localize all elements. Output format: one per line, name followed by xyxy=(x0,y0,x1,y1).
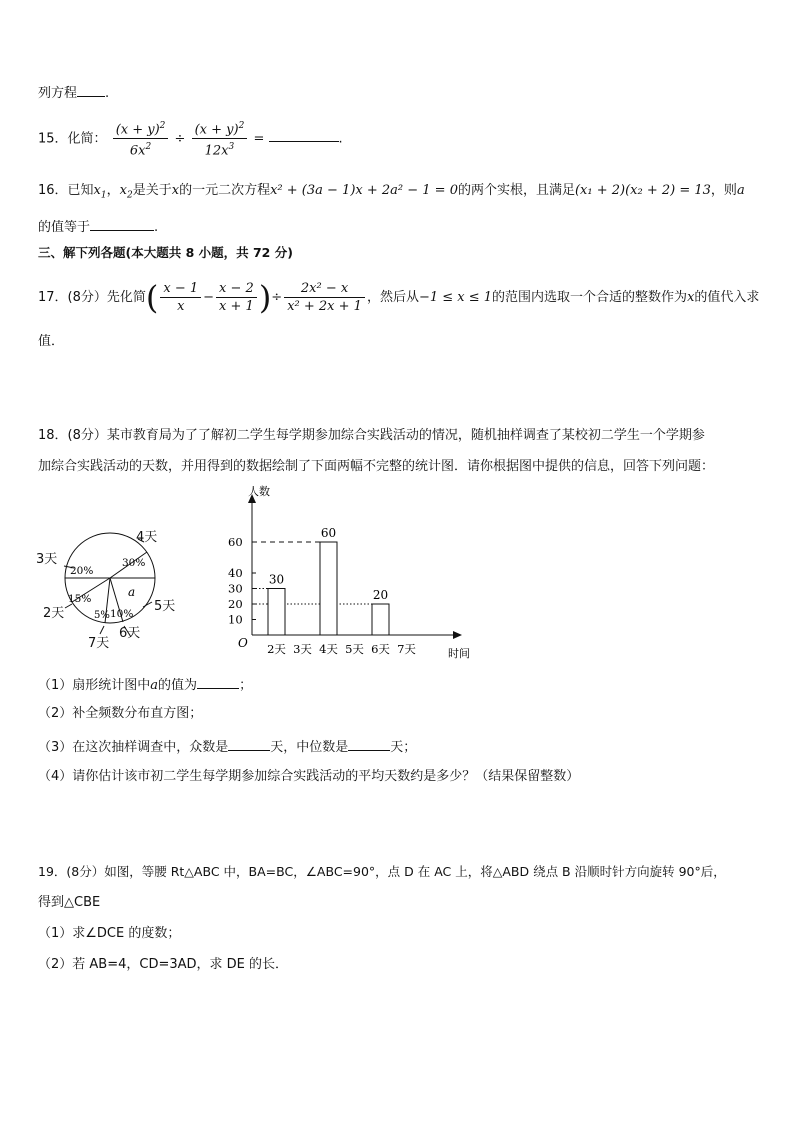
y-tick-label: 30 xyxy=(228,581,243,596)
section-3-heading: 三、解下列各题(本大题共 8 小题，共 72 分) xyxy=(38,245,293,260)
pie-pct-7days: 5% xyxy=(94,610,110,621)
q14-answer-blank[interactable] xyxy=(77,84,105,97)
y-tick-label: 10 xyxy=(228,612,243,627)
x-tick-label: 3天 xyxy=(293,642,312,656)
y-tick-label: 40 xyxy=(228,566,243,580)
q15-fraction-2: $\frac{(x + y)^2}{12x^3}$ xyxy=(192,118,248,160)
q19-sub2: （2）若 AB=4，CD=3AD，求 DE 的长． xyxy=(38,957,289,972)
q18-sub1: （1）扇形统计图中a的值为 ； xyxy=(38,678,253,693)
pie-pct-5days-a: a xyxy=(128,585,136,599)
x-tick-label: 6天 xyxy=(371,642,390,656)
pie-label-5days: 5天 xyxy=(154,599,176,614)
q16-line2: 的值等于 . xyxy=(38,220,159,235)
pie-label-4days: 4天 xyxy=(136,530,158,545)
q16-equation: x² + (3a − 1)x + 2a² − 1 = 0 xyxy=(270,183,458,198)
y-tick-label: 20 xyxy=(228,597,243,611)
q18-mode-blank[interactable] xyxy=(228,738,270,751)
x-tick-label: 4天 xyxy=(319,642,338,656)
q17-line1: 17．(8分）先化简( $\frac{x - 1}{x}$ − $\frac{x - 2}{x + 1}$ )÷ $\frac{\text{2x² − x}}{\text{x² + 2x + 1}}$ ，然后从−1 ≤ x ≤ 1的范围内选取一个合适的整数作为x的值代入求 xyxy=(38,278,760,317)
x-tick-label: 7天 xyxy=(397,642,416,656)
q18-median-blank[interactable] xyxy=(348,738,390,751)
pie-pct-4days: 30% xyxy=(122,557,146,569)
bar-chart xyxy=(222,482,482,662)
q14-tail: 列方程 . xyxy=(38,86,110,101)
q18-line2: 加综合实践活动的天数，并用得到的数据绘制了下面两幅不完整的统计图．请你根据图中提供的信息，回答下列问题： xyxy=(38,459,715,474)
pie-pct-2days: 15% xyxy=(68,593,92,605)
pie-label-3days: 3天 xyxy=(36,552,58,567)
q19-line2: 得到△CBE xyxy=(38,895,101,910)
bar xyxy=(320,542,337,635)
x-axis-label: 时间 xyxy=(448,647,470,660)
pie-pct-3days: 20% xyxy=(70,565,94,577)
q15-fraction-1: $\frac{(x + y)^2}{6x^2}$ xyxy=(113,118,169,160)
bar-value-label: 60 xyxy=(320,526,337,540)
pie-label-2days: 2天 xyxy=(43,606,65,621)
q18-sub2: （2）补全频数分布直方图； xyxy=(38,706,203,721)
x-tick-label: 5天 xyxy=(345,642,364,656)
pie-label-6days: 6天 xyxy=(119,626,141,641)
q18-sub3: （3）在这次抽样调查中，众数是 天，中位数是 天； xyxy=(38,740,417,755)
q18-sub4: （4）请你估计该市初二学生每学期参加综合实践活动的平均天数约是多少？（结果保留整数） xyxy=(38,769,580,784)
q18-sub1-blank[interactable] xyxy=(197,676,239,689)
q19-sub1: （1）求∠DCE 的度数； xyxy=(38,926,181,941)
q19-line1: 19．(8分）如图，等腰 Rt△ABC 中，BA=BC，∠ABC=90°，点 D 在 AC 上，将△ABD 绕点 B 沿顺时针方向旋转 90°后， xyxy=(38,864,726,879)
y-tick-label: 60 xyxy=(228,535,243,549)
q16-answer-blank[interactable] xyxy=(90,218,154,231)
q17-line2: 值． xyxy=(38,334,65,349)
y-axis-label: 人数 xyxy=(248,485,270,498)
pie-pct-6days: 10% xyxy=(110,608,134,620)
origin-label: O xyxy=(238,636,248,650)
q16-line1: 16．已知$x_1$，$x_2$是关于x的一元二次方程x² + (3a − 1)x + 2a² − 1 = 0的两个实根，且满足(x₁ + 2)(x₂ + 2) = 13，则a xyxy=(38,183,745,201)
x-axis-arrow xyxy=(453,631,462,639)
q18-line1: 18．(8分）某市教育局为了了解初二学生每学期参加综合实践活动的情况，随机抽样调查了某校初二学生一个学期参 xyxy=(38,428,705,443)
bar xyxy=(372,604,389,635)
bar xyxy=(268,589,285,636)
x-tick-label: 2天 xyxy=(267,642,286,656)
q15-answer-blank[interactable] xyxy=(269,129,339,142)
q16-condition: (x₁ + 2)(x₂ + 2) = 13 xyxy=(574,183,711,198)
q15: 15．化简： $\frac{(x + y)^2}{6x^2}$ ÷ $\frac{(x + y)^2}{12x^3}$ = . xyxy=(38,118,343,160)
bar-value-label: 20 xyxy=(372,588,389,602)
bar-value-label: 30 xyxy=(268,572,285,587)
pie-label-7days: 7天 xyxy=(88,636,110,651)
